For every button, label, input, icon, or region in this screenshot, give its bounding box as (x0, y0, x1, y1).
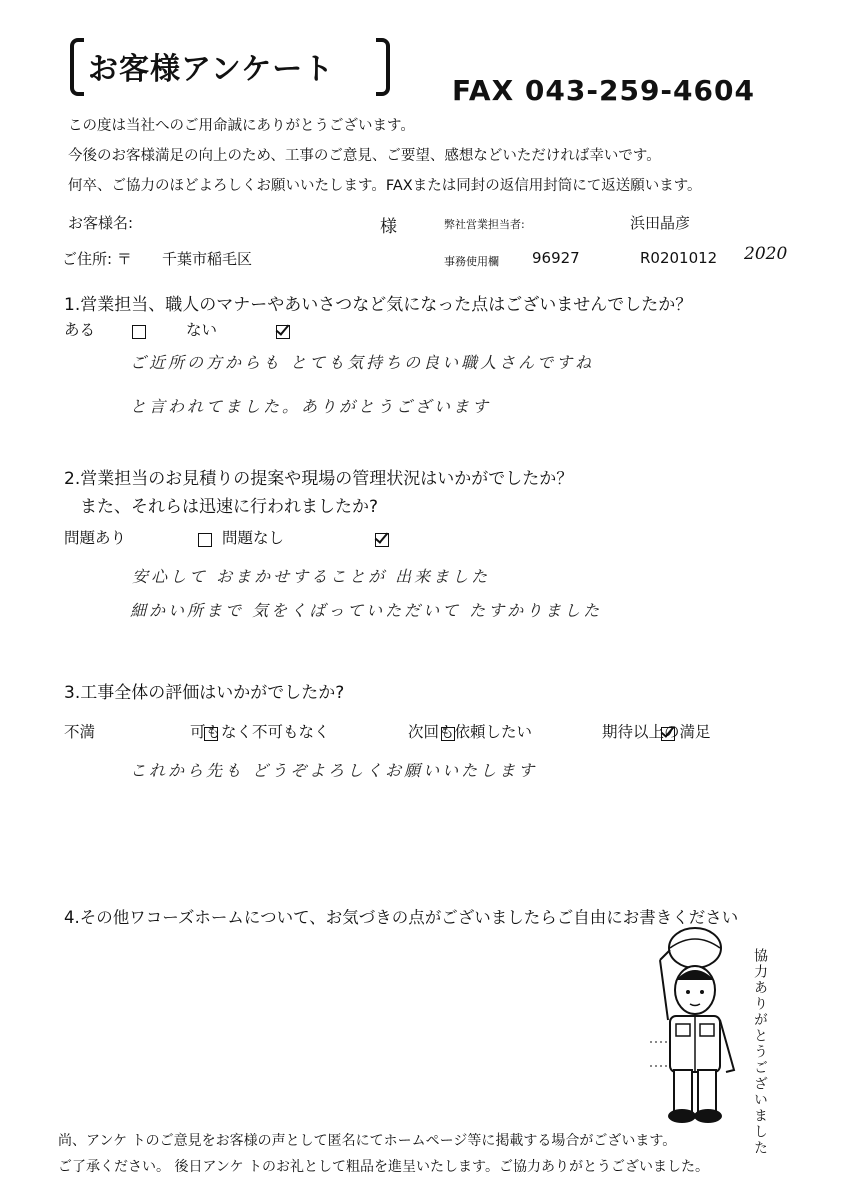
sales-rep-name: 浜田晶彦 (630, 214, 691, 232)
q2-option-problem-label: 問題あり (64, 529, 127, 547)
worker-illustration-icon (640, 920, 750, 1130)
survey-title (70, 34, 390, 94)
address-value: 千葉市稲毛区 (162, 250, 253, 268)
thanks-vertical-text: 協力ありがとうございました (752, 948, 768, 1156)
q1-handwritten-line-2: と言われてました。ありがとうございます (130, 397, 492, 416)
q1-option-yes (64, 318, 95, 340)
q1-handwritten-line-1: ご近所の方からも とても気持ちの良い職人さんですね (130, 353, 595, 372)
customer-name-label: お客様名: (68, 214, 134, 232)
q2-problem-checkbox[interactable] (198, 533, 212, 547)
office-use-label: 事務使用欄 (444, 255, 499, 268)
address-label: ご住所: 〒 (62, 250, 132, 268)
q2-handwritten-line-1: 安心して おまかせすることが 出来ました (132, 567, 491, 586)
q1-option-no-label: ない (186, 321, 218, 339)
q2-question-line-1: 2.営業担当のお見積りの提案や現場の管理状況はいかがでしたか？ (64, 469, 574, 489)
footer-line-1: 尚、アンケ トのご意見をお客様の声として匿名にてホームページ等に掲載する場合がございます。 (58, 1133, 677, 1149)
q1-option-yes-label: ある (64, 321, 96, 339)
q1-no-checkbox[interactable] (276, 325, 290, 339)
q2-option-noproblem-label: 問題なし (222, 529, 285, 547)
sales-rep-label: 弊社営業担当者: (444, 218, 525, 231)
customer-sama: 様 (380, 217, 397, 237)
q3-option-4-label: 期待以上の満足 (602, 723, 711, 741)
intro-line-1: この度は当社へのご用命誠にありがとうございます。 (68, 118, 415, 134)
office-code-2: R0201012 (640, 249, 718, 267)
q2-question-line-2: また、それらは迅速に行われましたか? (80, 497, 379, 517)
title-bracket-right (376, 38, 390, 96)
q3-option-1-label: 不満 (64, 723, 96, 741)
office-code-1: 96927 (532, 249, 580, 267)
handwritten-year: 2020 (744, 244, 788, 264)
intro-line-2: 今後のお客様満足の向上のため、工事のご意見、ご要望、感想などいただければ幸いです。 (68, 148, 661, 164)
q3-question: 3.工事全体の評価はいかがでしたか? (64, 683, 345, 703)
q2-handwritten-line-2: 細かい所まで 気をくばっていただいて たすかりました (130, 601, 603, 620)
title-text: お客様アンケート (88, 52, 335, 87)
footer-line-2: ご了承ください。 後日アンケ トのお礼として粗品を進呈いたします。ご協力ありがとうございました。 (58, 1159, 709, 1175)
q1-question: 1.営業担当、職人のマナーやあいさつなど気になった点はございませんでしたか？ (64, 295, 693, 315)
fax-number: FAX 043-259-4604 (452, 74, 755, 107)
q4-question: 4.その他ワコーズホームについて、お気づきの点がございましたらご自由にお書きください (64, 908, 739, 927)
title-bracket-left (70, 38, 84, 96)
q3-option-2-label: 可もなく不可もなく (190, 723, 330, 741)
intro-line-3: 何卒、ご協力のほどよろしくお願いいたします。FAXまたは同封の返信用封筒にて返送願います。 (68, 178, 702, 194)
q2-noproblem-checkbox[interactable] (375, 533, 389, 547)
q3-option-3-label: 次回も依頼したい (408, 723, 533, 741)
q3-handwritten-line-1: これから先も どうぞよろしくお願いいたします (130, 761, 538, 780)
q1-yes-checkbox[interactable] (132, 325, 146, 339)
